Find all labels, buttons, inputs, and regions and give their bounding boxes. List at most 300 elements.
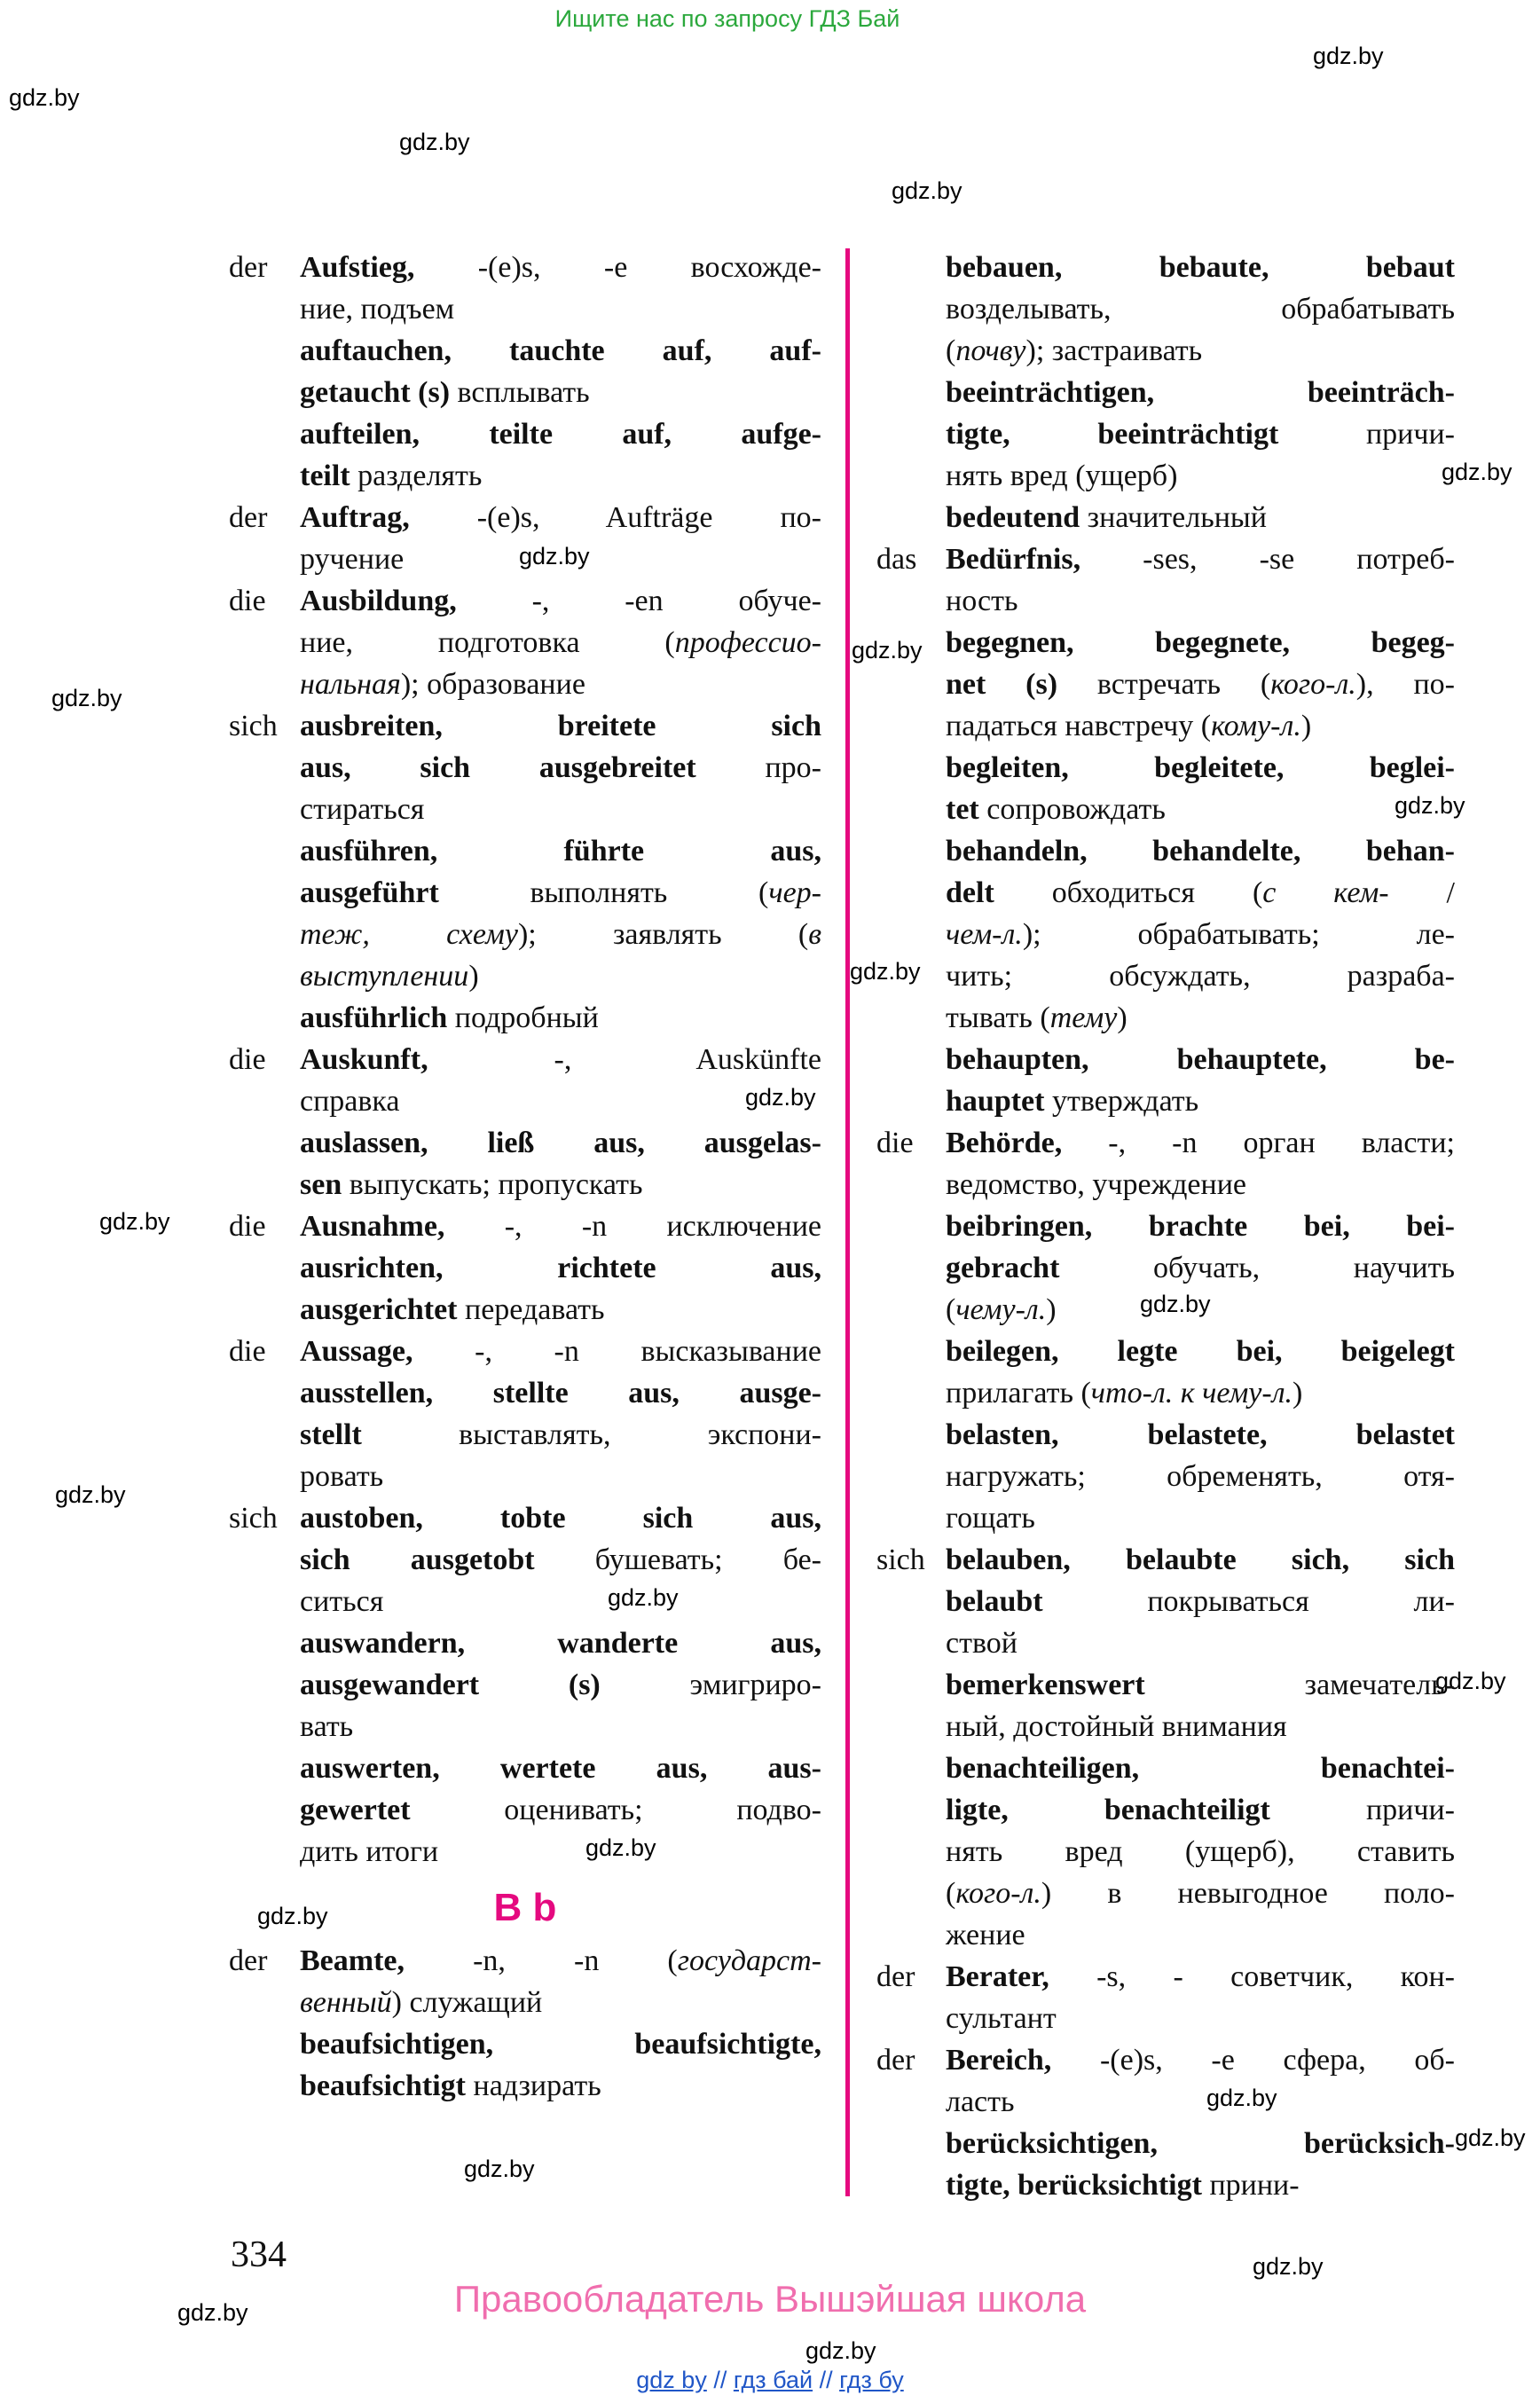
gdz-watermark: gdz.by: [519, 543, 590, 569]
text-segment: -s, - советчик, кон-: [1049, 1960, 1455, 1993]
entry-line: [946, 1039, 1455, 1080]
text-segment: begleiten, begleitete, beglei-: [946, 751, 1455, 784]
text-segment: ность: [946, 585, 1018, 617]
text-segment: выступлении: [300, 960, 469, 993]
text-segment: кому-л.: [1211, 710, 1301, 742]
link-separator: //: [813, 2367, 840, 2393]
text-segment: -, Auskünfte: [428, 1043, 821, 1076]
entry-line: [876, 2039, 1455, 2081]
text-segment: gebracht: [946, 1252, 1060, 1284]
dictionary-entry: [229, 705, 821, 830]
text-segment: значительный: [1080, 501, 1267, 534]
link-separator: //: [706, 2367, 734, 2393]
text-segment: getaucht (s): [300, 376, 451, 409]
entry-line: [946, 372, 1455, 413]
dictionary-entry: [876, 1205, 1455, 1331]
entry-line: [300, 1247, 821, 1289]
text-segment: ): [1300, 710, 1312, 742]
entry-line: [300, 1414, 821, 1456]
gdz-watermark: gdz.by: [9, 84, 80, 111]
entry-line: [300, 1581, 821, 1622]
entry-line: [946, 830, 1455, 872]
text-segment: в: [808, 918, 821, 951]
gdz-watermark: gdz.by: [852, 637, 923, 664]
text-segment: belauben, belaubte sich, sich: [946, 1543, 1455, 1576]
entry-line: [300, 1747, 821, 1789]
dictionary-entry: [229, 1497, 821, 1622]
text-segment: (: [946, 1293, 956, 1326]
text-segment: стираться: [300, 793, 425, 826]
entry-article-label: sich: [229, 1502, 278, 1535]
entry-line: [229, 1940, 821, 1982]
text-segment: что-л. к чему-л.: [1090, 1377, 1293, 1410]
text-segment: austoben, tobte sich aus,: [300, 1502, 821, 1535]
entry-article-label: das: [876, 543, 917, 576]
dictionary-entry: [876, 1039, 1455, 1122]
dictionary-entry: [876, 497, 1455, 538]
entry-line: [946, 1247, 1455, 1289]
text-segment: нагружать; обременять, отя-: [946, 1460, 1455, 1493]
text-segment: надзирать: [466, 2069, 601, 2102]
gdz-watermark: gdz.by: [1313, 43, 1384, 69]
entry-line: [300, 914, 821, 955]
dictionary-entry: [876, 622, 1455, 747]
text-segment: tigte, berücksichtigt: [946, 2169, 1202, 2202]
entry-line: [946, 497, 1455, 538]
gdz-watermark: gdz.by: [399, 129, 470, 155]
left-column: [229, 247, 821, 2107]
dictionary-entry: [229, 1331, 821, 1372]
entry-line: [876, 1539, 1455, 1581]
text-segment: падаться навстречу (: [946, 710, 1212, 742]
entry-line: [300, 997, 821, 1039]
entry-line: [876, 538, 1455, 580]
text-segment: aufteilen, teilte auf, aufge-: [300, 418, 821, 451]
entry-line: [300, 872, 821, 914]
text-segment: beeinträchtigen, beeinträch-: [946, 376, 1455, 409]
gdz-watermark: gdz.by: [464, 2156, 535, 2182]
gdz-watermark: gdz.by: [51, 685, 122, 711]
entry-line: [946, 705, 1455, 747]
text-segment: замечатель-: [1144, 1669, 1455, 1701]
text-segment: Auskunft,: [300, 1043, 428, 1076]
text-segment: профессио-: [674, 626, 821, 659]
text-segment: ) в невыгодное поло-: [1041, 1877, 1455, 1910]
entry-line: [946, 1497, 1455, 1539]
gdz-watermark: gdz.by: [1140, 1291, 1211, 1317]
entry-article-label: die: [876, 1127, 914, 1159]
dictionary-entry: [229, 497, 821, 580]
text-segment: beaufsichtigen, beaufsichtigte,: [300, 2028, 821, 2061]
entry-line: [946, 789, 1455, 830]
dictionary-entry: [229, 2023, 821, 2107]
entry-line: [946, 1747, 1455, 1789]
text-segment: венный: [300, 1986, 392, 2019]
text-segment: почву: [955, 334, 1026, 367]
text-segment: teilt: [300, 459, 350, 492]
text-segment: /: [1388, 876, 1455, 909]
entry-article-label: sich: [229, 710, 278, 742]
entry-line: [946, 1414, 1455, 1456]
text-segment: Bedürfnis,: [946, 543, 1081, 576]
dictionary-entry: [229, 1940, 821, 2023]
text-segment: ); заявлять (: [517, 918, 809, 951]
gdz-watermark: gdz.by: [99, 1208, 170, 1235]
entry-line: [946, 288, 1455, 330]
text-segment: Auftrag,: [300, 501, 410, 534]
text-segment: berücksichtigen, berücksich-: [946, 2127, 1455, 2160]
text-segment: нальная: [300, 668, 401, 701]
text-segment: чему-л.: [955, 1293, 1047, 1326]
text-segment: aus, sich ausgebreitet: [300, 751, 696, 784]
entry-line: [946, 664, 1455, 705]
text-segment: Berater,: [946, 1960, 1049, 1993]
entry-line: [300, 1539, 821, 1581]
entry-line: [946, 2164, 1455, 2206]
text-segment: теж, схему: [300, 918, 518, 951]
text-segment: выполнять (: [438, 876, 769, 909]
gdz-watermark: gdz.by: [55, 1481, 126, 1508]
text-segment: прилагать (: [946, 1377, 1091, 1410]
entry-line: [300, 1664, 821, 1706]
entry-line: [946, 1622, 1455, 1664]
text-segment: ), по-: [1355, 668, 1455, 701]
text-segment: ствой: [946, 1627, 1018, 1660]
entry-line: [300, 789, 821, 830]
text-segment: кого-л.: [955, 1877, 1041, 1910]
dictionary-entry: [876, 830, 1455, 1039]
text-segment: эмигриро-: [600, 1669, 822, 1701]
gdz-link[interactable]: gdz by: [636, 2367, 707, 2393]
text-segment: ласть: [946, 2085, 1015, 2118]
gdz-link[interactable]: гдз бу: [839, 2367, 904, 2393]
text-segment: -, -en обуче-: [456, 585, 821, 617]
text-segment: (: [946, 1877, 956, 1910]
text-segment: обходиться (: [994, 876, 1263, 909]
text-segment: auswandern, wanderte aus,: [300, 1627, 821, 1660]
section-heading: B b: [493, 1886, 557, 1929]
gdz-watermark: gdz.by: [892, 177, 962, 204]
dictionary-entry: [229, 580, 821, 705]
text-segment: ausbreiten, breitete sich: [300, 710, 821, 742]
text-segment: ausführlich: [300, 1001, 448, 1034]
text-segment: прини-: [1201, 2169, 1300, 2202]
text-segment: auswerten, wertete aus, aus-: [300, 1752, 821, 1785]
text-segment: behandeln, behandelte, behan-: [946, 835, 1455, 868]
text-segment: сопровождать: [978, 793, 1166, 826]
entry-line: [946, 1914, 1455, 1956]
gdz-watermark: gdz.by: [850, 958, 921, 985]
dictionary-entry: [229, 1622, 821, 1747]
column-divider: [845, 248, 850, 2196]
entry-line: [946, 997, 1455, 1039]
entry-line: [300, 664, 821, 705]
entry-line: [300, 288, 821, 330]
entry-line: [946, 914, 1455, 955]
entry-line: [946, 1873, 1455, 1914]
dictionary-entry: [229, 1205, 821, 1247]
text-segment: ): [468, 960, 479, 993]
text-segment: ние, подъем: [300, 293, 455, 326]
text-segment: Ausnahme,: [300, 1210, 445, 1243]
text-segment: belasten, belastete, belastet: [946, 1418, 1455, 1451]
text-segment: ручение: [300, 543, 405, 576]
text-segment: ): [1046, 1293, 1057, 1326]
text-segment: begegnen, begegnete, begeg-: [946, 626, 1455, 659]
text-segment: net (s): [946, 668, 1058, 701]
entry-line: [946, 1664, 1455, 1706]
bottom-links-row: [0, 2367, 1540, 2394]
text-segment: benachteiligen, benachtei-: [946, 1752, 1455, 1785]
text-segment: -, -n высказывание: [412, 1335, 821, 1368]
text-segment: гощать: [946, 1502, 1035, 1535]
text-segment: тывать (: [946, 1001, 1050, 1034]
text-segment: нять вред (ущерб): [946, 459, 1178, 492]
entry-line: [300, 413, 821, 455]
text-segment: auslassen, ließ aus, ausgelas-: [300, 1127, 821, 1159]
entry-line: [946, 1706, 1455, 1747]
entry-article-label: der: [229, 251, 268, 284]
dictionary-entry: [876, 1331, 1455, 1414]
text-segment: дить итоги: [300, 1835, 439, 1868]
text-segment: behaupten, behauptete, be-: [946, 1043, 1455, 1076]
entry-line: [946, 622, 1455, 664]
entry-line: [946, 413, 1455, 455]
dictionary-entry: [229, 830, 821, 997]
entry-article-label: sich: [876, 1543, 925, 1576]
entry-line: [300, 2023, 821, 2065]
text-segment: жение: [946, 1919, 1025, 1951]
text-segment: bedeutend: [946, 501, 1080, 534]
copyright-footer: Правообладатель Вышэйшая школа: [453, 2278, 1087, 2320]
text-segment: обучать, научить: [1059, 1252, 1455, 1284]
text-segment: чер-: [768, 876, 821, 909]
entry-line: [946, 2123, 1455, 2164]
dictionary-entry: [876, 2039, 1455, 2123]
text-segment: ровать: [300, 1460, 384, 1493]
entry-article-label: der: [876, 2044, 915, 2077]
dictionary-entry: [229, 1039, 821, 1122]
dictionary-entry: [876, 1747, 1455, 1956]
gdz-watermark: gdz.by: [257, 1903, 328, 1929]
entry-line: [229, 1497, 821, 1539]
entry-article-label: die: [229, 585, 266, 617]
text-segment: передавать: [457, 1293, 605, 1326]
text-segment: -ses, -se потреб-: [1080, 543, 1455, 576]
dictionary-entry: [229, 247, 821, 330]
entry-line: [300, 622, 821, 664]
entry-article-label: der: [229, 501, 268, 534]
text-segment: государст-: [677, 1944, 821, 1977]
text-segment: вать: [300, 1710, 354, 1743]
entry-line: [946, 955, 1455, 997]
dictionary-entry: [876, 2123, 1455, 2206]
text-segment: -(e)s, -e восхожде-: [414, 251, 821, 284]
entry-line: [300, 747, 821, 789]
gdz-watermark: gdz.by: [1395, 792, 1465, 819]
text-segment: belaubt: [946, 1585, 1043, 1618]
dictionary-entry: [229, 330, 821, 413]
dictionary-entry: [876, 1664, 1455, 1747]
text-segment: Ausbildung,: [300, 585, 457, 617]
text-segment: ); обрабатывать; ле-: [1022, 918, 1455, 951]
text-segment: подробный: [447, 1001, 599, 1034]
entry-article-label: die: [229, 1335, 266, 1368]
text-segment: причи-: [1269, 1794, 1455, 1826]
text-segment: (: [946, 334, 956, 367]
text-segment: про-: [695, 751, 821, 784]
text-segment: -, -n орган власти;: [1062, 1127, 1455, 1159]
entry-line: [946, 1831, 1455, 1873]
text-segment: всплывать: [450, 376, 590, 409]
gdz-watermark: gdz.by: [1442, 459, 1512, 485]
text-segment: gewertet: [300, 1794, 411, 1826]
dictionary-entry: [229, 1247, 821, 1331]
gdz-watermark: gdz.by: [745, 1084, 816, 1111]
text-segment: Beamte,: [300, 1944, 405, 1977]
text-segment: delt: [946, 876, 994, 909]
text-segment: причи-: [1278, 418, 1455, 451]
entry-line: [946, 1998, 1455, 2039]
entry-line: [946, 330, 1455, 372]
gdz-link[interactable]: гдз бай: [733, 2367, 813, 2393]
dictionary-entry: [876, 1414, 1455, 1539]
entry-line: [946, 2081, 1455, 2123]
text-segment: stellt: [300, 1418, 362, 1451]
entry-line: [300, 538, 821, 580]
text-segment: ситься: [300, 1585, 384, 1618]
text-segment: чем-л.: [946, 918, 1023, 951]
gdz-watermark: gdz.by: [1206, 2085, 1277, 2111]
entry-line: [229, 497, 821, 538]
dictionary-entry: [876, 1122, 1455, 1205]
entry-line: [300, 1831, 821, 1873]
entry-line: [229, 1331, 821, 1372]
entry-line: [876, 1122, 1455, 1164]
entry-line: [876, 1956, 1455, 1998]
text-segment: -n, -n (: [405, 1944, 678, 1977]
text-segment: справка: [300, 1085, 400, 1118]
entry-line: [946, 872, 1455, 914]
text-segment: beaufsichtigt: [300, 2069, 466, 2102]
entry-article-label: der: [229, 1944, 268, 1977]
entry-line: [946, 747, 1455, 789]
gdz-watermark: gdz.by: [1435, 1668, 1506, 1694]
dictionary-entry: [876, 247, 1455, 372]
page-number: 334: [231, 2234, 287, 2275]
entry-line: [300, 1622, 821, 1664]
dictionary-entry: [229, 1747, 821, 1873]
entry-line: [946, 1331, 1455, 1372]
entry-line: [300, 1456, 821, 1497]
gdz-watermark: gdz.by: [177, 2299, 248, 2326]
text-segment: сультант: [946, 2002, 1057, 2035]
entry-line: [946, 247, 1455, 288]
entry-line: [300, 955, 821, 997]
entry-line: [946, 1789, 1455, 1831]
entry-line: [946, 1205, 1455, 1247]
text-segment: beibringen, brachte bei, bei-: [946, 1210, 1455, 1243]
text-segment: -(e)s, -e сфера, об-: [1051, 2044, 1455, 2077]
entry-line: [300, 330, 821, 372]
text-segment: tigte, beeinträchtigt: [946, 418, 1279, 451]
text-segment: Bereich,: [946, 2044, 1052, 2077]
entry-line: [300, 1289, 821, 1331]
text-segment: ausgeführt: [300, 876, 439, 909]
text-segment: покрываться ли-: [1042, 1585, 1455, 1618]
dictionary-entry: [876, 1539, 1455, 1664]
text-segment: выставлять, экспони-: [361, 1418, 821, 1451]
entry-line: [229, 705, 821, 747]
text-segment: ausstellen, stellte aus, ausge-: [300, 1377, 821, 1410]
gdz-watermark: gdz.by: [585, 1834, 656, 1861]
text-segment: ); застраивать: [1025, 334, 1203, 367]
text-segment: Aussage,: [300, 1335, 413, 1368]
entry-line: [946, 455, 1455, 497]
entry-line: [300, 1789, 821, 1831]
entry-line: [229, 247, 821, 288]
dictionary-entry: [876, 372, 1455, 497]
entry-line: [229, 580, 821, 622]
entry-line: [946, 1289, 1455, 1331]
text-segment: тему: [1049, 1001, 1118, 1034]
text-segment: ): [1292, 1377, 1303, 1410]
entry-line: [300, 1080, 821, 1122]
gdz-watermark: gdz.by: [805, 2337, 876, 2364]
dictionary-entry: [229, 997, 821, 1039]
text-segment: bemerkenswert: [946, 1669, 1145, 1701]
text-segment: ausrichten, richtete aus,: [300, 1252, 821, 1284]
text-segment: auftauchen, tauchte auf, auf-: [300, 334, 821, 367]
entry-line: [300, 372, 821, 413]
text-segment: встречать (: [1057, 668, 1271, 701]
gdz-watermark: gdz.by: [1455, 2124, 1526, 2151]
text-segment: бушевать; бе-: [534, 1543, 821, 1576]
dictionary-entry: [876, 1956, 1455, 2039]
text-segment: hauptet: [946, 1085, 1045, 1118]
entry-article-label: die: [229, 1210, 266, 1243]
text-segment: утверждать: [1044, 1085, 1199, 1118]
text-segment: нять вред (ущерб), ставить: [946, 1835, 1455, 1868]
text-segment: ) служащий: [391, 1986, 543, 2019]
entry-line: [300, 830, 821, 872]
text-segment: Aufstieg,: [300, 251, 415, 284]
entry-line: [946, 580, 1455, 622]
text-segment: с кем-: [1262, 876, 1389, 909]
entry-line: [946, 1581, 1455, 1622]
text-segment: Behörde,: [946, 1127, 1063, 1159]
entry-line: [946, 1080, 1455, 1122]
dictionary-entry: [876, 747, 1455, 830]
text-segment: чить; обсуждать, разраба-: [946, 960, 1455, 993]
entry-line: [300, 2065, 821, 2107]
text-segment: ausführen, führte aus,: [300, 835, 821, 868]
text-segment: -, -n исключение: [444, 1210, 821, 1243]
gdz-watermark: gdz.by: [1253, 2253, 1324, 2280]
entry-line: [946, 1372, 1455, 1414]
dictionary-entry: [876, 538, 1455, 622]
entry-line: [300, 455, 821, 497]
text-segment: ausgewandert (s): [300, 1669, 601, 1701]
entry-line: [300, 1372, 821, 1414]
gdz-watermark: gdz.by: [608, 1584, 679, 1611]
dictionary-entry: [229, 1372, 821, 1497]
dictionary-entry: [229, 1122, 821, 1205]
text-segment: beilegen, legte bei, beigelegt: [946, 1335, 1455, 1368]
text-segment: ausgerichtet: [300, 1293, 458, 1326]
dictionary-entry: [229, 413, 821, 497]
entry-line: [229, 1205, 821, 1247]
